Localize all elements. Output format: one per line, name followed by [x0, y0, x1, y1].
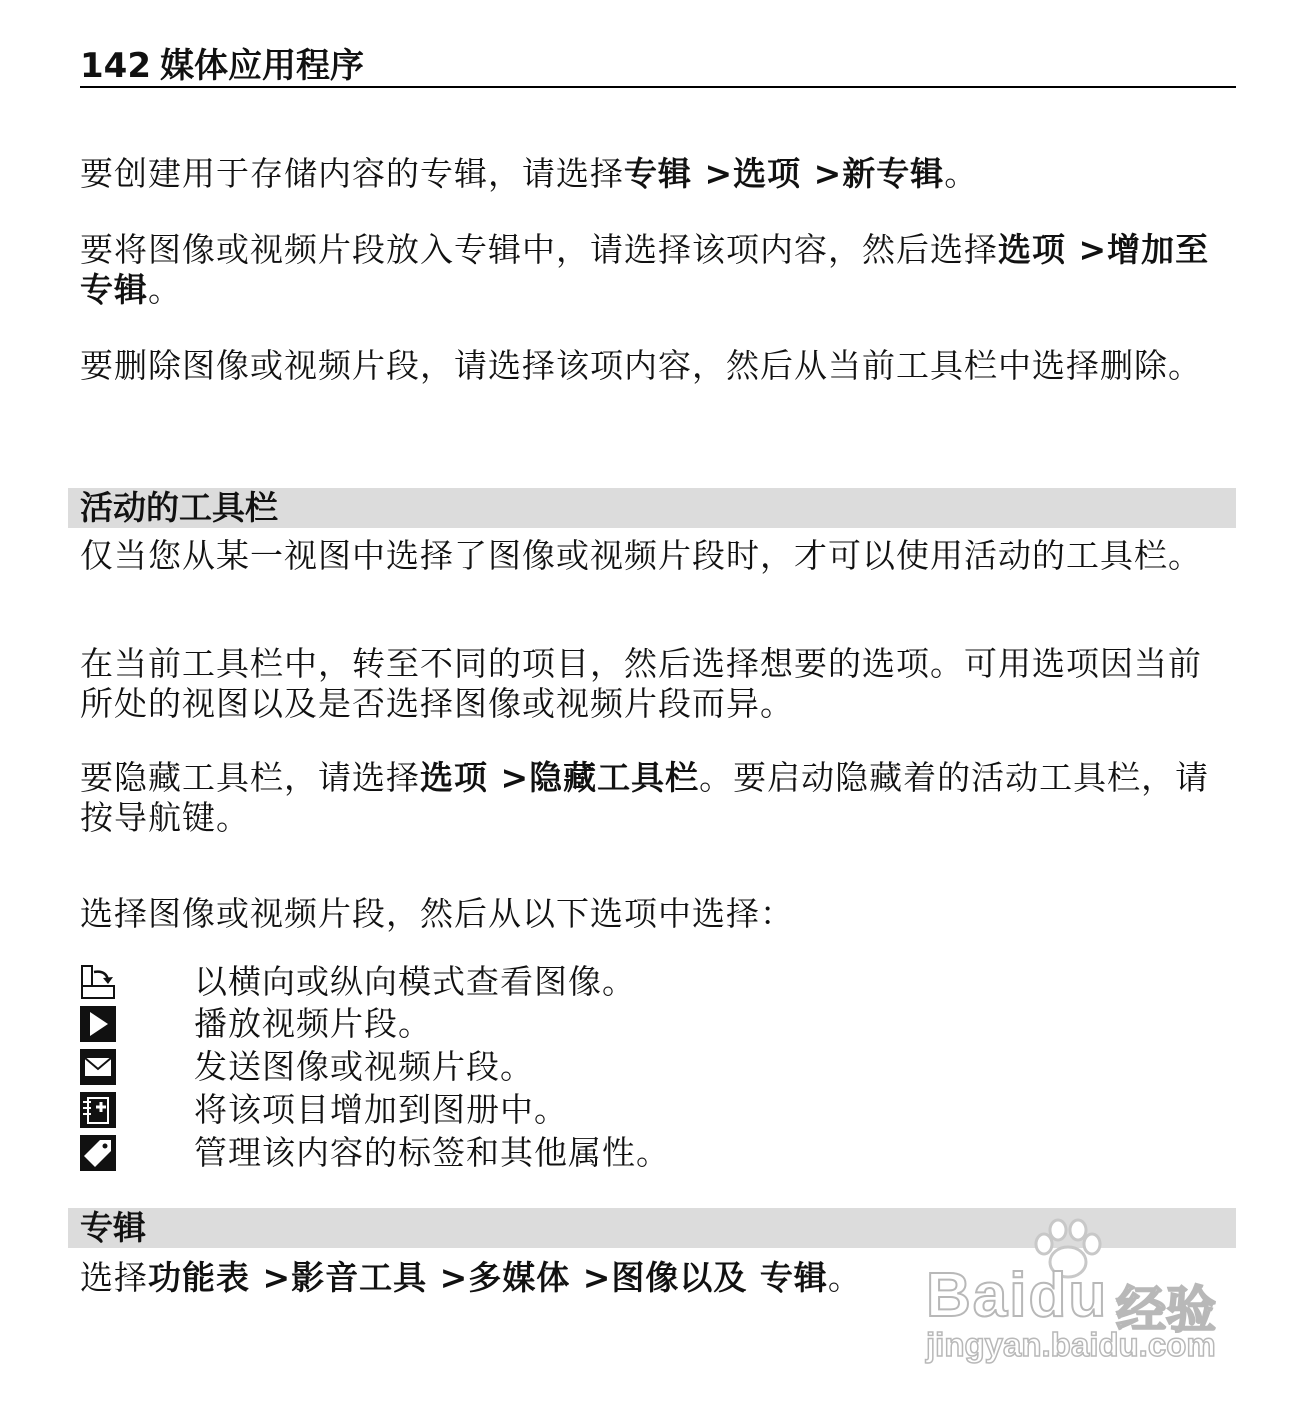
add-to-album-icon: [80, 1092, 116, 1128]
menu-term: 选项: [420, 758, 488, 797]
watermark-brand: Baidu: [926, 1261, 1109, 1330]
paragraph-active-toolbar-info: [80, 536, 1230, 576]
menu-term: 功能表: [148, 1258, 250, 1297]
menu-term: 隐藏工具栏: [529, 758, 700, 797]
section-title: 专辑: [80, 1208, 146, 1247]
menu-separator: >: [692, 154, 734, 193]
watermark-url: jingyan.baidu.com: [926, 1326, 1216, 1363]
baidu-jingyan-watermark: [920, 1218, 1230, 1368]
option-text: 发送图像或视频片段。: [194, 1047, 534, 1086]
paragraph-options-intro: [80, 894, 1230, 934]
menu-separator: >: [250, 1258, 292, 1297]
menu-separator: >: [1066, 230, 1108, 269]
section-title: 活动的工具栏: [80, 488, 278, 527]
paragraph-delete: [80, 346, 1230, 386]
text: 。: [827, 1258, 862, 1297]
section-heading-bar: [68, 488, 1236, 528]
watermark-sub: 经验: [1116, 1281, 1216, 1339]
option-text: 以横向或纵向模式查看图像。: [194, 962, 636, 1001]
page-number: 142: [80, 46, 151, 86]
menu-term: 选项: [998, 230, 1066, 269]
menu-separator: >: [570, 1258, 612, 1297]
menu-separator: >: [801, 154, 843, 193]
menu-term: 图像以及 专辑: [611, 1258, 828, 1297]
text: 要隐藏工具栏，请选择: [80, 758, 420, 797]
menu-separator: >: [427, 1258, 469, 1297]
option-text: 管理该内容的标签和其他属性。: [194, 1133, 670, 1172]
menu-term: 选项: [733, 154, 802, 193]
text: 仅当您从某一视图中选择了图像或视频片段时，才可以使用活动的工具栏。: [80, 536, 1202, 575]
tag-icon: [80, 1135, 116, 1171]
menu-term: 专辑: [624, 154, 692, 193]
text: 选择: [80, 1258, 148, 1297]
menu-term: 多媒体: [468, 1258, 571, 1297]
menu-term: 增加至专辑: [80, 230, 1210, 309]
text: 要将图像或视频片段放入专辑中，请选择该项内容，然后选择: [80, 230, 998, 269]
option-text: 播放视频片段。: [194, 1004, 432, 1043]
menu-term: 新专辑: [842, 154, 945, 193]
rotate-orientation-icon: [80, 964, 116, 1000]
paragraph-toolbar-navigation: [80, 644, 1230, 724]
play-icon: [80, 1006, 116, 1042]
paragraph-hide-toolbar: [80, 758, 1230, 838]
text: 要删除图像或视频片段，请选择该项内容，然后从当前工具栏中选择删除。: [80, 346, 1202, 385]
chapter-title: 媒体应用程序: [160, 46, 364, 86]
menu-term: 影音工具: [291, 1258, 428, 1297]
paragraph-add-to-album: [80, 230, 1230, 310]
text: 在当前工具栏中，转至不同的项目，然后选择想要的选项。可用选项因当前所处的视图以及是否选择图像或视频片段而异。: [80, 644, 1202, 723]
text: 。: [944, 154, 979, 193]
menu-separator: >: [488, 758, 530, 797]
text: 。: [148, 270, 182, 309]
option-text: 将该项目增加到图册中。: [194, 1090, 568, 1129]
text: 。要启动隐藏着的活动工具栏，请按导航键。: [80, 758, 1210, 837]
envelope-icon: [80, 1049, 116, 1085]
page-header: [80, 44, 1236, 88]
paragraph-create-album: [80, 154, 1230, 194]
text: 选择图像或视频片段，然后从以下选项中选择：: [80, 894, 794, 933]
text: 要创建用于存储内容的专辑，请选择: [80, 154, 624, 193]
